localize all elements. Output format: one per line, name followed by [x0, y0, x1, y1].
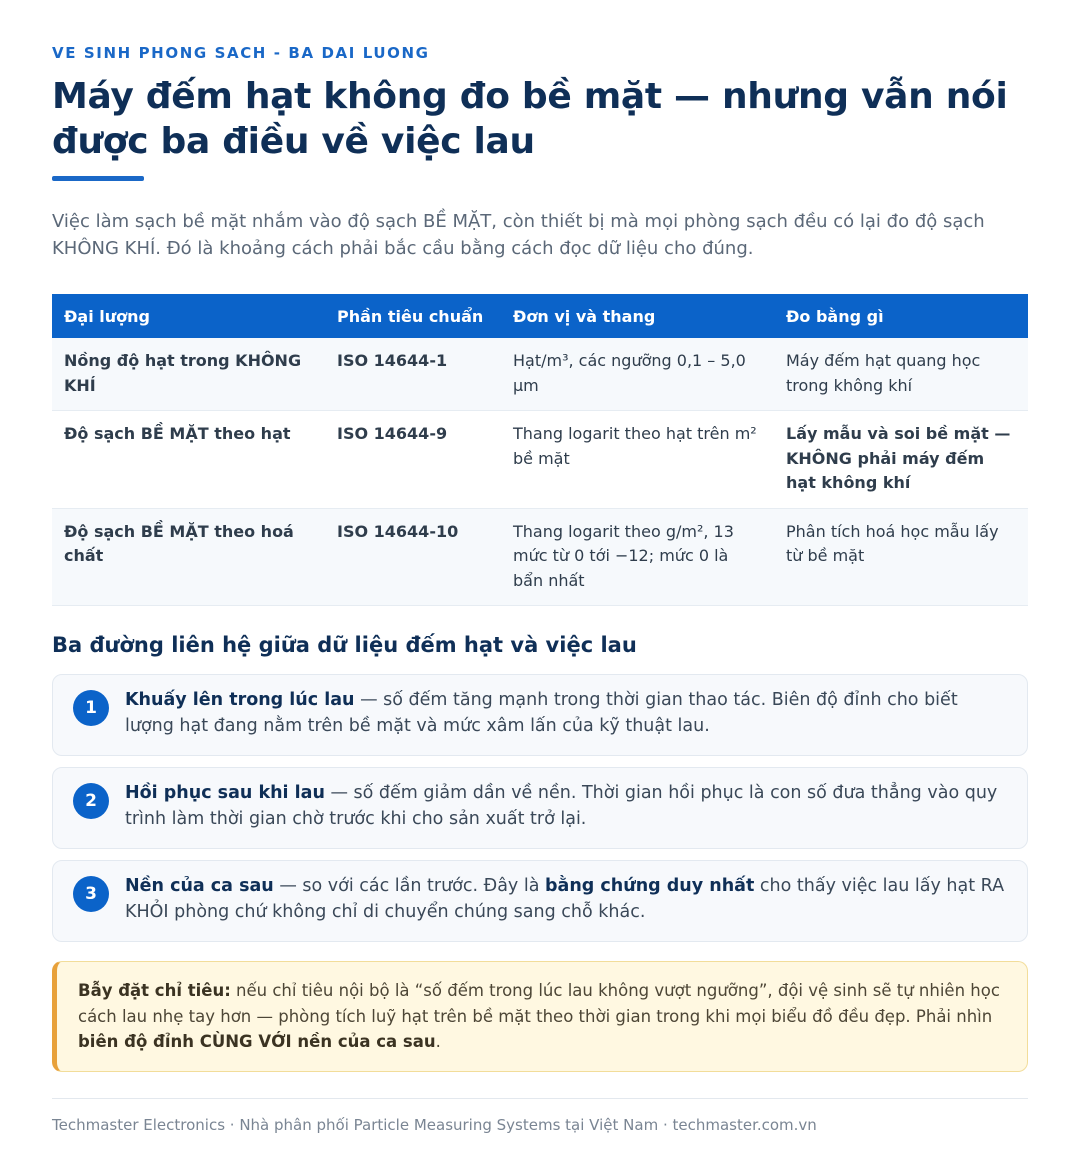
col-header-quantity: Đại lượng — [52, 294, 325, 338]
cell-quantity: Độ sạch BỀ MẶT theo hạt — [52, 411, 325, 509]
link-card-heading: Hồi phục sau khi lau — [125, 783, 325, 803]
step-number-badge: 2 — [73, 783, 109, 819]
standards-table — [52, 294, 1028, 606]
cell-method: Máy đếm hạt quang học trong không khí — [774, 338, 1028, 411]
link-card-heading: Khuấy lên trong lúc lau — [125, 690, 355, 710]
title-underline — [52, 176, 144, 181]
cell-unit: Thang logarit theo g/m², 13 mức từ 0 tới −12; mức 0 là bẩn nhất — [501, 508, 774, 606]
cell-quantity: Độ sạch BỀ MẶT theo hoá chất — [52, 508, 325, 606]
cell-method: Phân tích hoá học mẫu lấy từ bề mặt — [774, 508, 1028, 606]
cell-standard: ISO 14644-10 — [325, 508, 501, 606]
col-header-standard: Phần tiêu chuẩn — [325, 294, 501, 338]
link-card-body: — số đếm tăng mạnh trong thời gian thao tác. Biên độ đỉnh cho biết lượng hạt đang nằm trên bề mặt và mức xâm lấn của kỹ thuật lau. — [125, 690, 958, 736]
page-title: Máy đếm hạt không đo bề mặt — nhưng vẫn nói được ba điều về việc lau — [52, 76, 1008, 162]
callout-text — [78, 978, 1018, 1055]
section-title: Ba đường liên hệ giữa dữ liệu đếm hạt và việc lau — [52, 633, 637, 657]
step-number-badge: 3 — [73, 876, 109, 912]
link-card-body: — số đếm giảm dần về nền. Thời gian hồi phục là con số đưa thẳng vào quy trình làm thời gian chờ trước khi cho sản xuất trở lại. — [125, 783, 998, 829]
link-card-body-end: cho thấy việc lau lấy hạt RA KHỎI phòng chứ không chỉ di chuyển chúng sang chỗ khác. — [125, 876, 1005, 922]
table-row — [52, 411, 1028, 509]
intro-paragraph: Việc làm sạch bề mặt nhắm vào độ sạch BỀ MẶT, còn thiết bị mà mọi phòng sạch đều có lại đo độ sạch KHÔNG KHÍ. Đó là khoảng cách phải bắc cầu bằng cách đọc dữ liệu cho đúng. — [52, 211, 985, 259]
cell-method: Lấy mẫu và soi bề mặt — KHÔNG phải máy đếm hạt không khí — [774, 411, 1028, 509]
link-card-heading: Nền của ca sau — [125, 876, 274, 896]
link-card-text — [125, 688, 1011, 739]
link-card-2 — [52, 767, 1028, 849]
cell-standard: ISO 14644-9 — [325, 411, 501, 509]
footer-divider — [52, 1098, 1028, 1099]
callout-label: Bẫy đặt chỉ tiêu: — [78, 981, 231, 1000]
step-number-badge: 1 — [73, 690, 109, 726]
warning-callout — [52, 961, 1028, 1072]
link-card-body: — so với các lần trước. Đây là — [273, 876, 545, 896]
link-card-text — [125, 874, 1011, 925]
callout-end: . — [435, 1032, 441, 1051]
table-row — [52, 338, 1028, 411]
callout-emphasis: biên độ đỉnh CÙNG VỚI nền của ca sau — [78, 1032, 436, 1051]
link-card-emphasis: bằng chứng duy nhất — [545, 876, 755, 896]
callout-body: nếu chỉ tiêu nội bộ là “số đếm trong lúc lau không vượt ngưỡng”, đội vệ sinh sẽ tự nhiên học cách lau nhẹ tay hơn — phòng tích luỹ hạt trên bề mặt theo thời gian trong khi mọi biểu đồ đều đẹp. Phải nhìn — [78, 981, 1000, 1026]
col-header-unit: Đơn vị và thang — [501, 294, 774, 338]
footer: Techmaster Electronics · Nhà phân phối Particle Measuring Systems tại Việt Nam · techmaster.com.vn — [52, 1116, 817, 1134]
cell-unit: Hạt/m³, các ngưỡng 0,1 – 5,0 µm — [501, 338, 774, 411]
table-header-row — [52, 294, 1028, 338]
cell-standard: ISO 14644-1 — [325, 338, 501, 411]
cell-unit: Thang logarit theo hạt trên m² bề mặt — [501, 411, 774, 509]
link-card-text — [125, 781, 1011, 832]
cell-quantity: Nồng độ hạt trong KHÔNG KHÍ — [52, 338, 325, 411]
col-header-method: Đo bằng gì — [774, 294, 1028, 338]
eyebrow: VE SINH PHONG SACH - BA DAI LUONG — [52, 44, 430, 62]
table-row — [52, 508, 1028, 606]
link-card-1 — [52, 674, 1028, 756]
link-card-3 — [52, 860, 1028, 942]
